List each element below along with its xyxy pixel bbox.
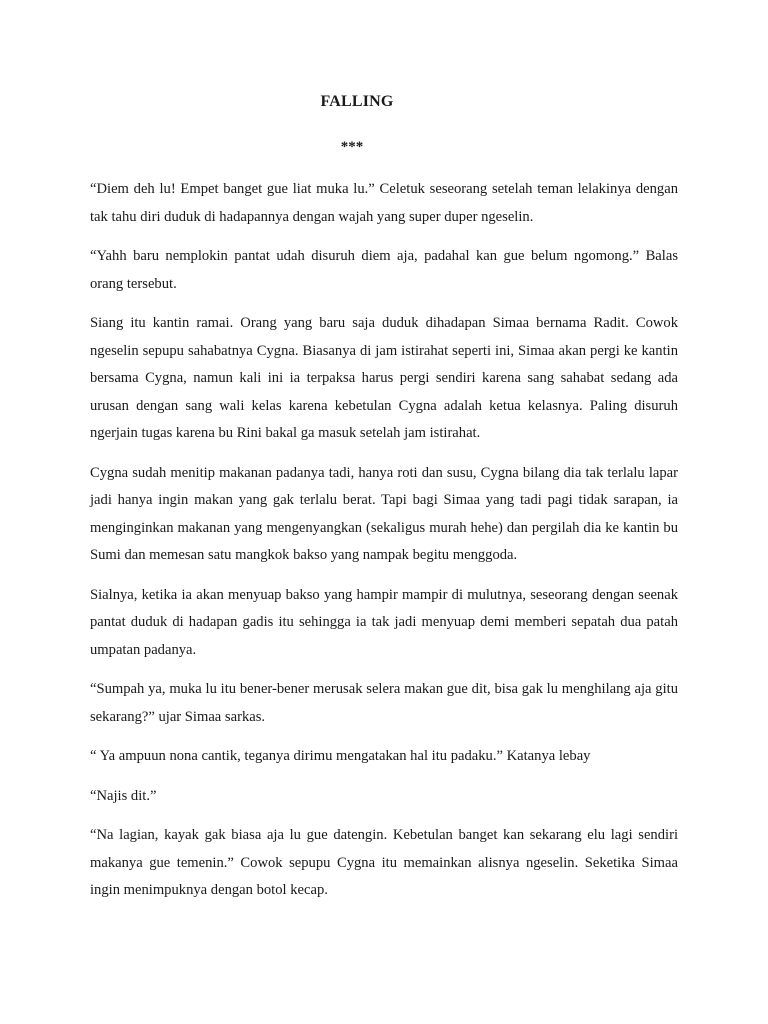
document-body (90, 176, 678, 917)
paragraph: “Na lagian, kayak gak biasa aja lu gue datengin. Kebetulan banget kan sekarang elu lagi sendiri makanya gue temenin.” Cowok sepupu Cygna itu memainkan alisnya ngeselin. Seketika Simaa ingin menimpuknya dengan botol kecap. (90, 827, 678, 898)
paragraph: Siang itu kantin ramai. Orang yang baru saja duduk dihadapan Simaa bernama Radit. Cowok ngeselin sepupu sahabatnya Cygna. Biasanya di jam istirahat seperti ini, Simaa akan pergi ke kantin bersama Cygna, namun kali ini ia terpaksa harus pergi sendiri karena sang sahabat sedang ada urusan dengan sang wali kelas karena kebetulan Cygna adalah ketua kelasnya. Paling disuruh ngerjain tugas karena bu Rini bakal ga masuk setelah jam istirahat. (90, 315, 678, 441)
section-separator: *** (340, 139, 364, 155)
paragraph: “Najis dit.” (90, 787, 157, 804)
document-title: FALLING (320, 93, 394, 110)
paragraph: “Sumpah ya, muka lu itu bener-bener merusak selera makan gue dit, bisa gak lu menghilang aja gitu sekarang?” ujar Simaa sarkas. (90, 681, 678, 725)
paragraph: “Yahh baru nemplokin pantat udah disuruh diem aja, padahal kan gue belum ngomong.” Balas orang tersebut. (90, 248, 678, 292)
paragraph: Sialnya, ketika ia akan menyuap bakso yang hampir mampir di mulutnya, seseorang dengan seenak pantat duduk di hadapan gadis itu sehingga ia tak jadi menyuap demi memberi sepatah dua patah umpatan padanya. (90, 586, 678, 658)
paragraph: “Diem deh lu! Empet banget gue liat muka lu.” Celetuk seseorang setelah teman lelakinya dengan tak tahu diri duduk di hadapannya dengan wajah yang super duper ngeselin. (90, 181, 678, 225)
paragraph: “ Ya ampuun nona cantik, teganya dirimu mengatakan hal itu padaku.” Katanya lebay (90, 748, 591, 764)
paragraph: Cygna sudah menitip makanan padanya tadi, hanya roti dan susu, Cygna bilang dia tak terlalu lapar jadi hanya ingin makan yang gak terlalu berat. Tapi bagi Simaa yang tadi pagi tidak sarapan, ia menginginkan makanan yang mengenyangkan (sekaligus murah hehe) dan pergilah dia ke kantin bu Sumi dan memesan satu mangkok bakso yang nampak begitu menggoda. (90, 464, 678, 563)
